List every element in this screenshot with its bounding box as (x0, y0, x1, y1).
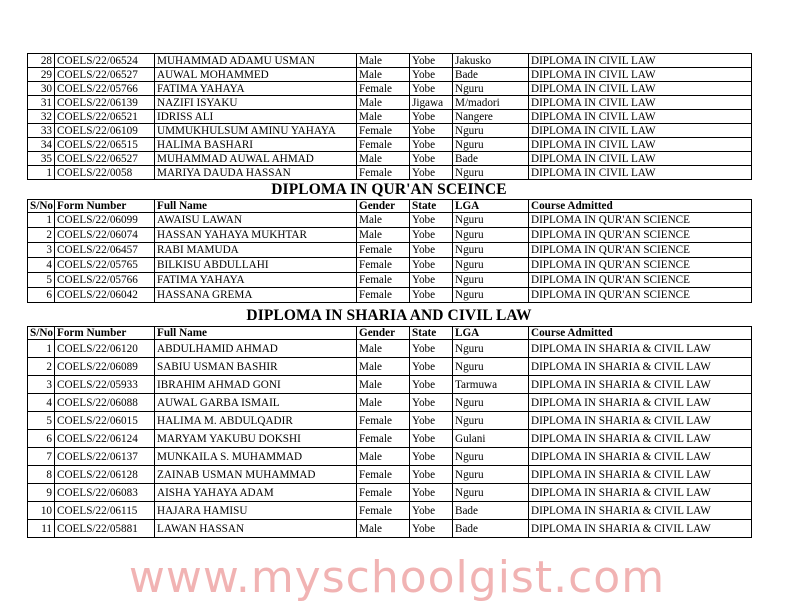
state-cell: Yobe (410, 394, 453, 412)
form-number-cell: COELS/22/06139 (55, 96, 155, 110)
table-header-row (28, 200, 752, 213)
gender-cell: Female (357, 138, 410, 152)
state-cell: Yobe (410, 412, 453, 430)
lga-cell: Nguru (453, 412, 529, 430)
lga-cell: Nangere (453, 110, 529, 124)
state-cell: Yobe (410, 520, 453, 538)
lga-cell: Nguru (453, 124, 529, 138)
gender-cell: Female (357, 258, 410, 273)
sno-cell: 10 (28, 502, 55, 520)
course-cell: DIPLOMA IN SHARIA & CIVIL LAW (529, 412, 752, 430)
state-cell: Yobe (410, 466, 453, 484)
form-number-cell: COELS/22/06128 (55, 466, 155, 484)
full-name-cell: MARIYA DAUDA HASSAN (155, 166, 357, 180)
table-header-row (28, 327, 752, 340)
state-cell: Yobe (410, 213, 453, 228)
sno-cell: 30 (28, 82, 55, 96)
form-number-cell: COELS/22/05766 (55, 273, 155, 288)
lga-cell: Nguru (453, 358, 529, 376)
full-name-cell: AISHA YAHAYA ADAM (155, 484, 357, 502)
civil-law-rows (28, 54, 752, 180)
lga-cell: Nguru (453, 213, 529, 228)
table-row (28, 166, 752, 180)
form-number-cell: COELS/22/06083 (55, 484, 155, 502)
state-cell: Yobe (410, 484, 453, 502)
state-cell: Yobe (410, 273, 453, 288)
form-number-cell: COELS/22/06527 (55, 68, 155, 82)
gender-cell: Male (357, 68, 410, 82)
quran-section-title: DIPLOMA IN QUR'AN SCEINCE (271, 181, 507, 198)
column-header: Gender (357, 200, 410, 213)
table-row (28, 273, 752, 288)
table-row (28, 412, 752, 430)
form-number-cell: COELS/22/05881 (55, 520, 155, 538)
form-number-cell: COELS/22/05766 (55, 82, 155, 96)
course-cell: DIPLOMA IN QUR'AN SCIENCE (529, 258, 752, 273)
form-number-cell: COELS/22/06109 (55, 124, 155, 138)
gender-cell: Male (357, 520, 410, 538)
lga-cell: Nguru (453, 273, 529, 288)
sno-cell: 5 (28, 412, 55, 430)
course-cell: DIPLOMA IN SHARIA & CIVIL LAW (529, 448, 752, 466)
full-name-cell: ZAINAB USMAN MUHAMMAD (155, 466, 357, 484)
form-number-cell: COELS/22/06074 (55, 228, 155, 243)
full-name-cell: HASSANA GREMA (155, 288, 357, 303)
column-header: Form Number (55, 200, 155, 213)
gender-cell: Female (357, 166, 410, 180)
gender-cell: Male (357, 110, 410, 124)
course-cell: DIPLOMA IN CIVIL LAW (529, 138, 752, 152)
table-row (28, 243, 752, 258)
course-cell: DIPLOMA IN CIVIL LAW (529, 54, 752, 68)
lga-cell: Nguru (453, 484, 529, 502)
form-number-cell: COELS/22/0058 (55, 166, 155, 180)
full-name-cell: AUWAL GARBA ISMAIL (155, 394, 357, 412)
lga-cell: Nguru (453, 82, 529, 96)
table-row (28, 394, 752, 412)
course-cell: DIPLOMA IN QUR'AN SCIENCE (529, 288, 752, 303)
gender-cell: Male (357, 96, 410, 110)
full-name-cell: IBRAHIM AHMAD GONI (155, 376, 357, 394)
table-row (28, 376, 752, 394)
table-row (28, 152, 752, 166)
gender-cell: Male (357, 358, 410, 376)
course-cell: DIPLOMA IN CIVIL LAW (529, 96, 752, 110)
sno-cell: 4 (28, 394, 55, 412)
form-number-cell: COELS/22/06521 (55, 110, 155, 124)
gender-cell: Male (357, 394, 410, 412)
form-number-cell: COELS/22/06115 (55, 502, 155, 520)
course-cell: DIPLOMA IN QUR'AN SCIENCE (529, 213, 752, 228)
state-cell: Yobe (410, 448, 453, 466)
gender-cell: Male (357, 152, 410, 166)
course-cell: DIPLOMA IN QUR'AN SCIENCE (529, 243, 752, 258)
full-name-cell: HALIMA M. ABDULQADIR (155, 412, 357, 430)
sharia-table (27, 326, 752, 538)
column-header: Form Number (55, 327, 155, 340)
full-name-cell: MUHAMMAD AUWAL AHMAD (155, 152, 357, 166)
lga-cell: Bade (453, 152, 529, 166)
lga-cell: Nguru (453, 243, 529, 258)
quran-table (27, 199, 752, 303)
full-name-cell: NAZIFI ISYAKU (155, 96, 357, 110)
full-name-cell: BILKISU ABDULLAHI (155, 258, 357, 273)
full-name-cell: ABDULHAMID AHMAD (155, 340, 357, 358)
lga-cell: Nguru (453, 466, 529, 484)
form-number-cell: COELS/22/06099 (55, 213, 155, 228)
column-header: Gender (357, 327, 410, 340)
column-header: Course Admitted (529, 200, 752, 213)
sno-cell: 5 (28, 273, 55, 288)
table-row (28, 124, 752, 138)
sno-cell: 9 (28, 484, 55, 502)
course-cell: DIPLOMA IN SHARIA & CIVIL LAW (529, 430, 752, 448)
gender-cell: Male (357, 228, 410, 243)
table-row (28, 96, 752, 110)
sno-cell: 6 (28, 288, 55, 303)
lga-cell: Bade (453, 502, 529, 520)
column-header: LGA (453, 200, 529, 213)
state-cell: Yobe (410, 110, 453, 124)
course-cell: DIPLOMA IN QUR'AN SCIENCE (529, 228, 752, 243)
full-name-cell: FATIMA YAHAYA (155, 82, 357, 96)
sno-cell: 2 (28, 358, 55, 376)
column-header: State (410, 200, 453, 213)
lga-cell: Bade (453, 520, 529, 538)
state-cell: Yobe (410, 124, 453, 138)
sno-cell: 1 (28, 166, 55, 180)
form-number-cell: COELS/22/06088 (55, 394, 155, 412)
form-number-cell: COELS/22/06524 (55, 54, 155, 68)
quran-rows (28, 213, 752, 303)
lga-cell: Nguru (453, 394, 529, 412)
sno-cell: 33 (28, 124, 55, 138)
course-cell: DIPLOMA IN SHARIA & CIVIL LAW (529, 484, 752, 502)
state-cell: Yobe (410, 82, 453, 96)
state-cell: Yobe (410, 340, 453, 358)
state-cell: Yobe (410, 502, 453, 520)
gender-cell: Female (357, 502, 410, 520)
form-number-cell: COELS/22/05933 (55, 376, 155, 394)
course-cell: DIPLOMA IN CIVIL LAW (529, 152, 752, 166)
gender-cell: Male (357, 340, 410, 358)
sno-cell: 1 (28, 340, 55, 358)
form-number-cell: COELS/22/06124 (55, 430, 155, 448)
full-name-cell: LAWAN HASSAN (155, 520, 357, 538)
state-cell: Yobe (410, 152, 453, 166)
table-row (28, 228, 752, 243)
sharia-section-title: DIPLOMA IN SHARIA AND CIVIL LAW (246, 307, 532, 324)
gender-cell: Male (357, 213, 410, 228)
table-row (28, 213, 752, 228)
lga-cell: Bade (453, 68, 529, 82)
full-name-cell: RABI MAMUDA (155, 243, 357, 258)
form-number-cell: COELS/22/06515 (55, 138, 155, 152)
form-number-cell: COELS/22/06042 (55, 288, 155, 303)
gender-cell: Female (357, 243, 410, 258)
column-header: Course Admitted (529, 327, 752, 340)
lga-cell: Jakusko (453, 54, 529, 68)
civil-law-table (27, 53, 752, 180)
lga-cell: Nguru (453, 340, 529, 358)
gender-cell: Female (357, 412, 410, 430)
course-cell: DIPLOMA IN CIVIL LAW (529, 110, 752, 124)
course-cell: DIPLOMA IN CIVIL LAW (529, 68, 752, 82)
course-cell: DIPLOMA IN QUR'AN SCIENCE (529, 273, 752, 288)
course-cell: DIPLOMA IN SHARIA & CIVIL LAW (529, 520, 752, 538)
lga-cell: Nguru (453, 258, 529, 273)
table-row (28, 110, 752, 124)
sharia-rows (28, 340, 752, 538)
form-number-cell: COELS/22/06120 (55, 340, 155, 358)
course-cell: DIPLOMA IN SHARIA & CIVIL LAW (529, 466, 752, 484)
table-row (28, 54, 752, 68)
sno-cell: 1 (28, 213, 55, 228)
sno-cell: 4 (28, 258, 55, 273)
column-header: State (410, 327, 453, 340)
form-number-cell: COELS/22/06089 (55, 358, 155, 376)
form-number-cell: COELS/22/05765 (55, 258, 155, 273)
full-name-cell: UMMUKHULSUM AMINU YAHAYA (155, 124, 357, 138)
state-cell: Yobe (410, 288, 453, 303)
table-row (28, 448, 752, 466)
gender-cell: Female (357, 273, 410, 288)
course-cell: DIPLOMA IN CIVIL LAW (529, 124, 752, 138)
sno-cell: 6 (28, 430, 55, 448)
state-cell: Yobe (410, 228, 453, 243)
sno-cell: 2 (28, 228, 55, 243)
form-number-cell: COELS/22/06527 (55, 152, 155, 166)
course-cell: DIPLOMA IN SHARIA & CIVIL LAW (529, 376, 752, 394)
column-header: Full Name (155, 327, 357, 340)
form-number-cell: COELS/22/06015 (55, 412, 155, 430)
form-number-cell: COELS/22/06137 (55, 448, 155, 466)
state-cell: Yobe (410, 138, 453, 152)
lga-cell: Nguru (453, 138, 529, 152)
site-watermark: www.myschoolgist.com (128, 552, 666, 603)
gender-cell: Female (357, 484, 410, 502)
lga-cell: Nguru (453, 288, 529, 303)
full-name-cell: HASSAN YAHAYA MUKHTAR (155, 228, 357, 243)
sno-cell: 29 (28, 68, 55, 82)
course-cell: DIPLOMA IN SHARIA & CIVIL LAW (529, 340, 752, 358)
column-header: Full Name (155, 200, 357, 213)
state-cell: Jigawa (410, 96, 453, 110)
lga-cell: Nguru (453, 166, 529, 180)
table-row (28, 430, 752, 448)
state-cell: Yobe (410, 166, 453, 180)
full-name-cell: HAJARA HAMISU (155, 502, 357, 520)
sno-cell: 7 (28, 448, 55, 466)
table-row (28, 258, 752, 273)
column-header: S/No (28, 327, 55, 340)
lga-cell: M/madori (453, 96, 529, 110)
form-number-cell: COELS/22/06457 (55, 243, 155, 258)
state-cell: Yobe (410, 258, 453, 273)
full-name-cell: FATIMA YAHAYA (155, 273, 357, 288)
sno-cell: 28 (28, 54, 55, 68)
table-row (28, 288, 752, 303)
full-name-cell: IDRISS ALI (155, 110, 357, 124)
state-cell: Yobe (410, 68, 453, 82)
full-name-cell: SABIU USMAN BASHIR (155, 358, 357, 376)
state-cell: Yobe (410, 243, 453, 258)
full-name-cell: AWAISU LAWAN (155, 213, 357, 228)
gender-cell: Female (357, 430, 410, 448)
full-name-cell: HALIMA BASHARI (155, 138, 357, 152)
lga-cell: Nguru (453, 448, 529, 466)
state-cell: Yobe (410, 54, 453, 68)
course-cell: DIPLOMA IN SHARIA & CIVIL LAW (529, 358, 752, 376)
gender-cell: Female (357, 82, 410, 96)
gender-cell: Female (357, 288, 410, 303)
full-name-cell: MUNKAILA S. MUHAMMAD (155, 448, 357, 466)
state-cell: Yobe (410, 430, 453, 448)
gender-cell: Female (357, 466, 410, 484)
sno-cell: 11 (28, 520, 55, 538)
table-row (28, 68, 752, 82)
sno-cell: 3 (28, 243, 55, 258)
course-cell: DIPLOMA IN SHARIA & CIVIL LAW (529, 502, 752, 520)
sno-cell: 34 (28, 138, 55, 152)
gender-cell: Female (357, 124, 410, 138)
table-row (28, 502, 752, 520)
table-row (28, 466, 752, 484)
state-cell: Yobe (410, 376, 453, 394)
sno-cell: 35 (28, 152, 55, 166)
sno-cell: 3 (28, 376, 55, 394)
state-cell: Yobe (410, 358, 453, 376)
gender-cell: Male (357, 448, 410, 466)
column-header: S/No (28, 200, 55, 213)
sno-cell: 8 (28, 466, 55, 484)
full-name-cell: MARYAM YAKUBU DOKSHI (155, 430, 357, 448)
sno-cell: 31 (28, 96, 55, 110)
gender-cell: Male (357, 54, 410, 68)
table-row (28, 484, 752, 502)
table-row (28, 138, 752, 152)
full-name-cell: MUHAMMAD ADAMU USMAN (155, 54, 357, 68)
table-row (28, 340, 752, 358)
lga-cell: Nguru (453, 228, 529, 243)
table-row (28, 358, 752, 376)
full-name-cell: AUWAL MOHAMMED (155, 68, 357, 82)
course-cell: DIPLOMA IN SHARIA & CIVIL LAW (529, 394, 752, 412)
table-row (28, 82, 752, 96)
column-header: LGA (453, 327, 529, 340)
lga-cell: Tarmuwa (453, 376, 529, 394)
sno-cell: 32 (28, 110, 55, 124)
course-cell: DIPLOMA IN CIVIL LAW (529, 82, 752, 96)
lga-cell: Gulani (453, 430, 529, 448)
table-row (28, 520, 752, 538)
gender-cell: Male (357, 376, 410, 394)
course-cell: DIPLOMA IN CIVIL LAW (529, 166, 752, 180)
